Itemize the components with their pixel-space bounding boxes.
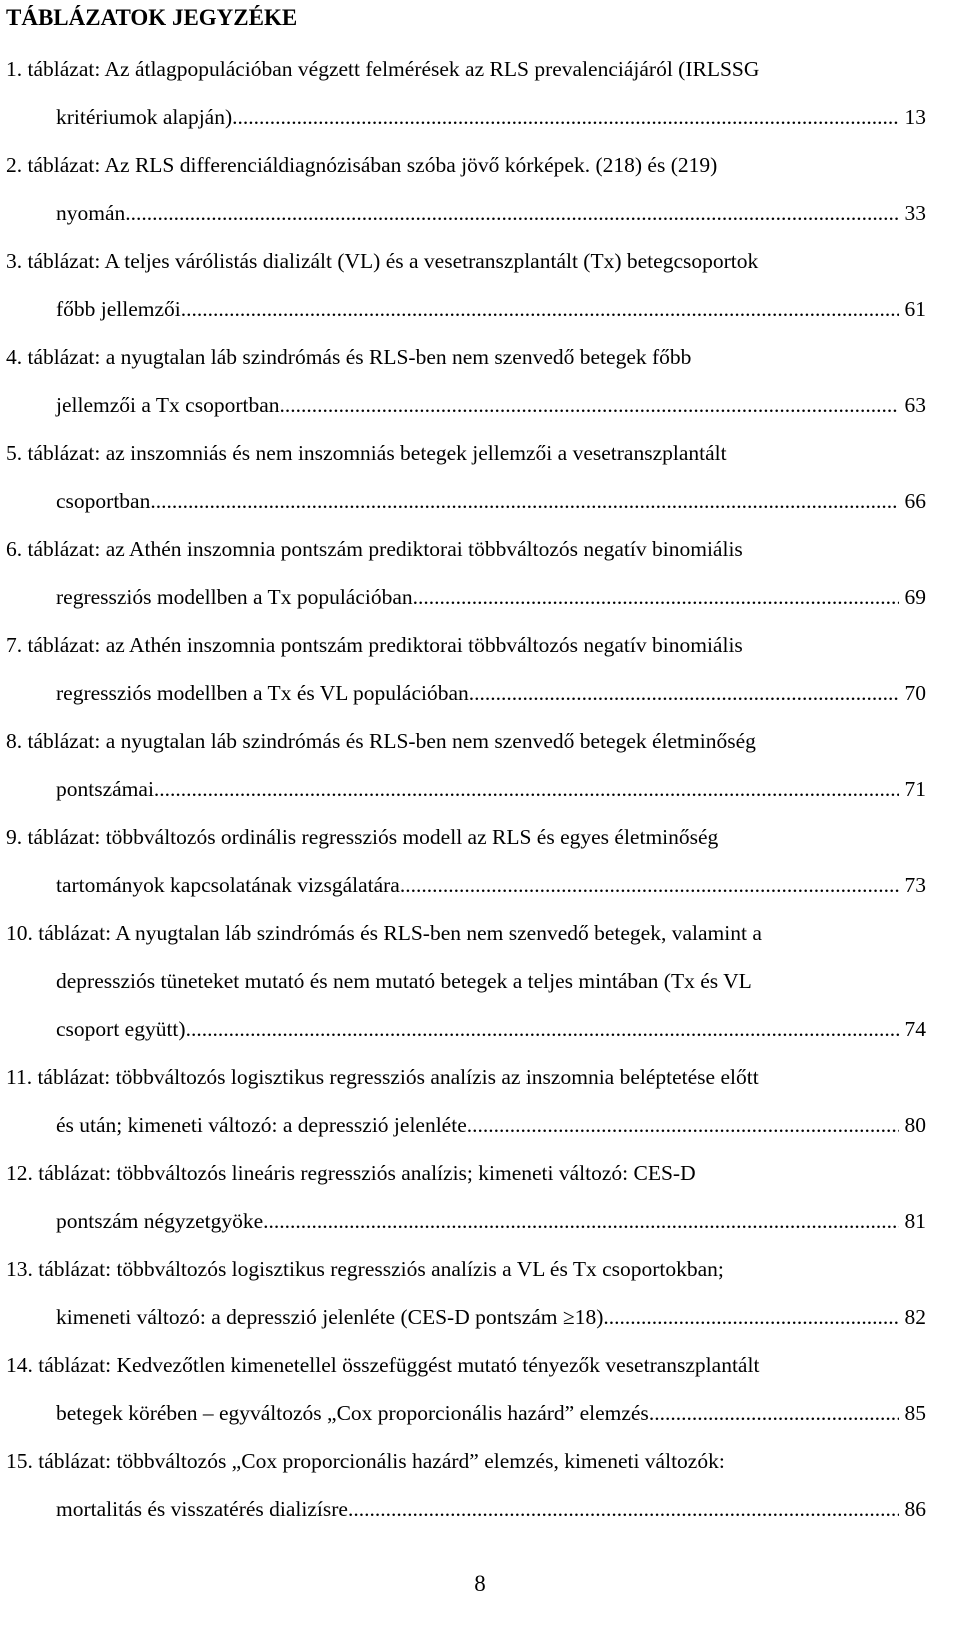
entry-page-number: 80 — [904, 1113, 926, 1137]
entry-leader-line — [6, 477, 926, 525]
entry-title-continuation: jellemzői a Tx csoportban — [56, 393, 280, 417]
entry-page-number: 71 — [904, 777, 926, 801]
entry-title-line: 5. táblázat: az inszomniás és nem inszomniás betegek jellemzői a vesetranszplantált — [6, 441, 727, 465]
entry-page-number: 33 — [904, 201, 926, 225]
dot-leader — [150, 477, 898, 525]
entry-leader-line — [6, 1293, 926, 1341]
entry-title-continuation: depressziós tüneteket mutató és nem mutató betegek a teljes mintában (Tx és VL — [56, 969, 752, 993]
entry-title-line: 6. táblázat: az Athén inszomnia pontszám prediktorai többváltozós negatív binomiális — [6, 537, 743, 561]
toc-heading: TÁBLÁZATOK JEGYZÉKE — [6, 5, 298, 30]
toc-entry — [6, 141, 926, 237]
entry-title-line: 7. táblázat: az Athén inszomnia pontszám prediktorai többváltozós negatív binomiális — [6, 633, 743, 657]
dot-leader — [469, 669, 899, 717]
dot-leader — [181, 285, 899, 333]
entry-leader-line — [6, 669, 926, 717]
entry-page-number: 66 — [904, 489, 926, 513]
entry-page-number: 74 — [904, 1017, 926, 1041]
entry-leader-line — [6, 1005, 926, 1053]
entry-page-number: 70 — [904, 681, 926, 705]
entry-title-line: 1. táblázat: Az átlagpopulációban végzett felmérések az RLS prevalenciájáról (IRLSSG — [6, 57, 760, 81]
entry-title-continuation: pontszámai — [56, 777, 154, 801]
dot-leader — [467, 1101, 899, 1149]
entry-title-line: 13. táblázat: többváltozós logisztikus regressziós analízis a VL és Tx csoportokban; — [6, 1257, 724, 1281]
toc-entry — [6, 1245, 926, 1341]
entry-page-number: 73 — [904, 873, 926, 897]
toc-entry — [6, 429, 926, 525]
dot-leader — [603, 1293, 898, 1341]
entry-page-number: 81 — [904, 1209, 926, 1233]
toc-entry — [6, 525, 926, 621]
dot-leader — [263, 1197, 898, 1245]
dot-leader — [400, 861, 899, 909]
entry-leader-line — [6, 765, 926, 813]
entry-leader-line — [6, 189, 926, 237]
entry-title-continuation: csoport együtt) — [56, 1017, 186, 1041]
dot-leader — [649, 1389, 899, 1437]
toc-entry — [6, 45, 926, 141]
entry-title-continuation: pontszám négyzetgyöke — [56, 1209, 264, 1233]
entry-title-line: 10. táblázat: A nyugtalan láb szindrómás és RLS-ben nem szenvedő betegek, valamint a — [6, 921, 762, 945]
table-of-tables — [6, 45, 926, 1533]
entry-leader-line — [6, 1197, 926, 1245]
entry-page-number: 69 — [904, 585, 926, 609]
entry-leader-line — [6, 1101, 926, 1149]
toc-entry — [6, 1053, 926, 1149]
entry-page-number: 86 — [904, 1497, 926, 1521]
toc-entry — [6, 621, 926, 717]
entry-leader-line — [6, 861, 926, 909]
toc-entry — [6, 717, 926, 813]
dot-leader — [413, 573, 899, 621]
entry-title-continuation: és után; kimeneti változó: a depresszió jelenléte — [56, 1113, 467, 1137]
entry-leader-line — [6, 93, 926, 141]
entry-title-continuation: kimeneti változó: a depresszió jelenléte (CES-D pontszám ≥18) — [56, 1305, 604, 1329]
dot-leader — [280, 381, 899, 429]
entry-title-line: 8. táblázat: a nyugtalan láb szindrómás és RLS-ben nem szenvedő betegek életminőség — [6, 729, 756, 753]
entry-title-continuation: nyomán — [56, 201, 126, 225]
page-number: 8 — [474, 1571, 486, 1596]
entry-title-line: 12. táblázat: többváltozós lineáris regressziós analízis; kimeneti változó: CES-D — [6, 1161, 696, 1185]
entry-leader-line — [6, 573, 926, 621]
entry-title-line: 2. táblázat: Az RLS differenciáldiagnózisában szóba jövő kórképek. (218) és (219) — [6, 153, 718, 177]
entry-leader-line — [6, 1389, 926, 1437]
entry-page-number: 85 — [904, 1401, 926, 1425]
entry-title-continuation: főbb jellemzői — [56, 297, 181, 321]
toc-entry — [6, 813, 926, 909]
entry-page-number: 61 — [904, 297, 926, 321]
entry-leader-line — [6, 381, 926, 429]
entry-title-continuation: regressziós modellben a Tx és VL populációban — [56, 681, 469, 705]
entry-title-continuation: betegek körében – egyváltozós „Cox proporcionális hazárd” elemzés — [56, 1401, 649, 1425]
dot-leader — [154, 765, 899, 813]
entry-title-continuation: csoportban — [56, 489, 151, 513]
dot-leader — [186, 1005, 899, 1053]
toc-entry — [6, 909, 926, 1053]
dot-leader — [348, 1485, 899, 1533]
entry-title-line: 15. táblázat: többváltozós „Cox proporcionális hazárd” elemzés, kimeneti változók: — [6, 1449, 725, 1473]
entry-title-line: 3. táblázat: A teljes várólistás dializált (VL) és a vesetranszplantált (Tx) betegcsoportok — [6, 249, 759, 273]
entry-leader-line — [6, 285, 926, 333]
entry-title-line: 4. táblázat: a nyugtalan láb szindrómás és RLS-ben nem szenvedő betegek főbb — [6, 345, 692, 369]
entry-title-continuation: regressziós modellben a Tx populációban — [56, 585, 413, 609]
entry-title-line: 14. táblázat: Kedvezőtlen kimenetellel összefüggést mutató tényezők vesetranszplantált — [6, 1353, 760, 1377]
entry-title-continuation: kritériumok alapján) — [56, 105, 233, 129]
entry-page-number: 63 — [904, 393, 926, 417]
entry-title-line: 11. táblázat: többváltozós logisztikus regressziós analízis az inszomnia beléptetése előtt — [6, 1065, 759, 1089]
toc-entry — [6, 333, 926, 429]
entry-title-continuation: mortalitás és visszatérés dializísre — [56, 1497, 348, 1521]
toc-entry — [6, 1341, 926, 1437]
toc-entry — [6, 1149, 926, 1245]
entry-page-number: 13 — [904, 105, 926, 129]
toc-entry — [6, 237, 926, 333]
entry-title-line: 9. táblázat: többváltozós ordinális regressziós modell az RLS és egyes életminőség — [6, 825, 719, 849]
toc-entry — [6, 1437, 926, 1533]
entry-leader-line — [6, 1485, 926, 1533]
entry-title-continuation: tartományok kapcsolatának vizsgálatára — [56, 873, 400, 897]
dot-leader — [232, 93, 898, 141]
dot-leader — [125, 189, 898, 237]
entry-page-number: 82 — [904, 1305, 926, 1329]
